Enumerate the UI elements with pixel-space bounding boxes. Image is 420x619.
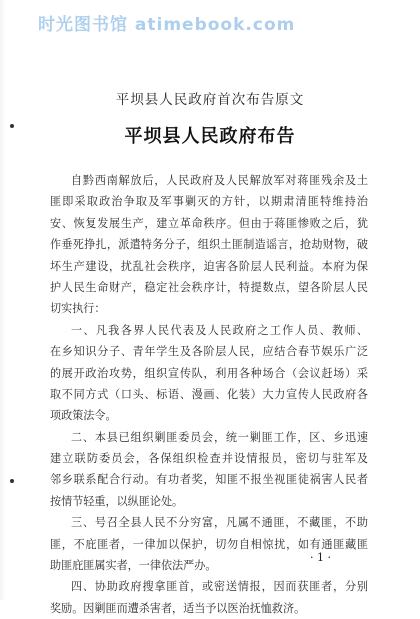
main-title: 平坝县人民政府布告 <box>124 126 296 147</box>
body-line: 护人民生命财产，稳定社会秩序计，特提数点，望各阶层人民 <box>50 280 368 294</box>
body-line: 安、恢复发展生产，建立革命秩序。但由于蒋匪惨败之后，犹 <box>50 216 368 230</box>
body-line: 按情节轻重，以纵匪论处。 <box>50 494 184 508</box>
header-title: 平坝县人民政府首次布告原文 <box>115 92 305 108</box>
body-line: 四、协助政府搜拿匪首，或密送情报，因而获匪者，分别 <box>71 580 368 594</box>
body-line: 项政策法令。 <box>50 409 117 423</box>
body-line: 自黔西南解放后，人民政府及人民解放军对蒋匪残余及土 <box>71 174 368 187</box>
body-line: 作垂死挣扎，派遣特务分子，组织土匪制造谣言，抢劫财物，破 <box>50 238 368 252</box>
body-line: 奖励。因剿匪而遭杀害者，适当予以医治抚恤救济。 <box>50 601 306 615</box>
body-line: 坏生产建设，扰乱社会秩序，迫害各阶层人民利益。本府为保 <box>50 259 368 273</box>
body-line: 助匪庇匪属实者，一律依法严办。 <box>50 559 217 573</box>
body-line: 匪，不庇匪者，一律加以保护，切勿自相惊扰，如有通匪藏匪 <box>50 537 368 551</box>
body-line: 在乡知识分子、青年学生及各阶层人民，应结合春节娱乐广泛 <box>50 345 368 359</box>
body-line: 的展开政治攻势，组织宣传队，利用各种场合（会议赶场）采 <box>50 366 368 380</box>
body-line: 二、本县已组织剿匪委员会，统一剿匪工作，区、乡迅速 <box>71 430 368 444</box>
body-line: 一、凡我各界人民代表及人民政府之工作人员、教师、 <box>71 323 368 337</box>
body-line: 建立联防委员会，各保组织检查并设情报员，密切与驻军及 <box>50 452 368 466</box>
body-line: 取不同方式（口头、标语、漫画、化装）大力宣传人民政府各 <box>50 387 368 401</box>
body-line: 邻乡联系配合行动。有功者奖，知匪不报坐视匪徒祸害人民者 <box>50 473 368 487</box>
body-line: 三、号召全县人民不分穷富，凡属不通匪，不藏匪，不助 <box>71 516 368 530</box>
watermark: 时光图书馆 atimebook.com <box>38 15 296 35</box>
body-line: 切实执行： <box>50 302 106 316</box>
page-number: · 1 · <box>310 551 331 564</box>
margin-dot-bottom <box>10 479 14 483</box>
body-line: 匪即采取政治争取及军事剿灭的方针，以期肃清匪特维持治 <box>50 195 368 209</box>
